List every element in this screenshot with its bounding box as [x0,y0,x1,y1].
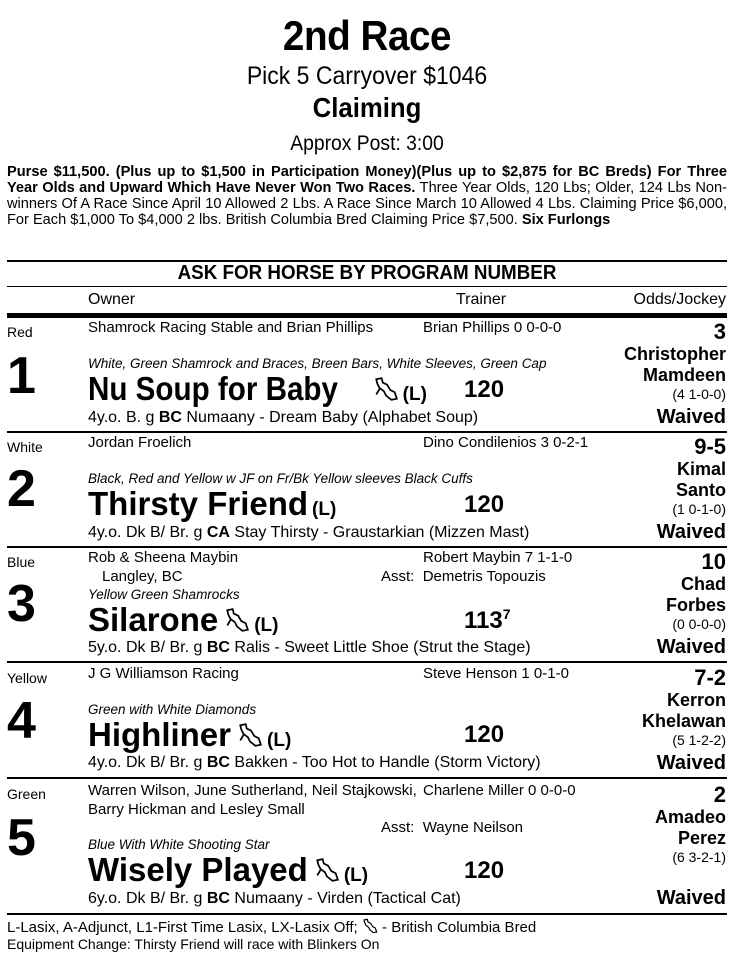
divider [7,286,727,287]
bc-map-icon [314,857,340,883]
weight: $113^7$ [464,606,511,634]
trainer: Robert Maybin 7 1-1-0 [423,549,573,566]
morning-line-odds: 10 [701,549,726,574]
saddle-color: Green [7,786,46,802]
horse-name-text: Nu Soup for Baby [88,370,338,407]
equipment-change: Equipment Change: Thirsty Friend will race with Blinkers On [7,936,380,952]
race-type: Claiming [312,92,422,123]
bc-map-icon [362,918,378,934]
conditions-purse: Purse $11,500. (Plus up to $1,500 in Participation Money)(Plus up to $2,875 for BC Breds) For Three Year Olds and Upward Which Have Never Won Two Races. [7,164,727,196]
weight: 120 [464,721,505,748]
assistant-trainer: Asst: Demetris Topouzis [381,568,546,585]
footer-divider [7,913,727,915]
horse-name [88,851,368,889]
race-conditions [7,164,727,228]
breeding: 4y.o. Dk B/ Br. g CA Stay Thirsty - Graustarkian (Mizzen Mast) [88,524,530,541]
silks: Green with White Diamonds [88,702,257,717]
breeding: 6y.o. Dk B/ Br. g BC Numaany - Virden (Tactical Cat) [88,890,461,907]
program-number: 3 [7,575,36,633]
program-number: 2 [7,460,36,518]
pick5-carryover: Pick 5 Carryover $1046 [246,62,488,90]
lasix-indicator: (L) [267,730,292,751]
silks: Blue With White Shooting Star [88,837,270,852]
morning-line-odds: 2 [713,782,726,807]
owner: J G Williamson Racing [88,665,239,682]
saddle-color: Blue [7,554,36,570]
trainer: Steve Henson 1 0-1-0 [423,665,569,682]
morning-line-odds: 3 [713,319,726,344]
weight: 120 [464,491,505,518]
trainer: Brian Phillips 0 0-0-0 [423,319,562,336]
claim-status: Waived [656,406,726,428]
lasix-indicator: (L) [343,865,369,886]
program-banner: ASK FOR HORSE BY PROGRAM NUMBER [177,262,557,284]
owner: Shamrock Racing Stable and Brian Phillips [88,319,374,336]
owner: Warren Wilson, June Sutherland, Neil Stajkowski, [88,782,417,799]
entry-1 [0,318,734,432]
trainer-column-header: Trainer [456,291,507,308]
bc-map-icon [224,607,250,633]
silks: Black, Red and Yellow w JF on Fr/Bk Yellow sleeves Black Cuffs [88,471,473,486]
saddle-color: Yellow [7,670,47,686]
entry-5 [0,779,734,913]
assistant-trainer: Asst: Wayne Neilson [381,819,524,836]
breeding: 5y.o. Dk B/ Br. g BC Ralis - Sweet Little Shoe (Strut the Stage) [88,639,531,656]
silks: White, Green Shamrock and Braces, Breen Bars, White Sleeves, Green Cap [88,356,547,371]
post-time: Approx Post: 3:00 [290,132,444,155]
claim-status: Waived [656,636,726,658]
jockey-record: (5 1-2-2) [672,732,726,748]
breeding: 4y.o. B. g BC Numaany - Dream Baby (Alphabet Soup) [88,409,479,426]
jockey-name: Christopher Mamdeen [623,344,726,385]
weight: 120 [464,376,505,403]
owner-location: Langley, BC [102,568,183,585]
conditions-distance: Six Furlongs [521,212,611,228]
horse-name [88,370,427,408]
jockey-record: (1 0-1-0) [672,501,726,517]
jockey-record: (4 1-0-0) [672,386,726,402]
owner: Jordan Froelich [88,434,192,451]
saddle-color: Red [7,324,33,340]
morning-line-odds: 7-2 [694,665,726,690]
horse-name-text: Wisely Played [88,851,308,888]
apprentice-allowance: 7 [502,606,511,622]
program-number: 5 [7,809,36,867]
horse-name [88,485,336,523]
owner-line-2: Barry Hickman and Lesley Small [88,801,305,818]
race-title: 2nd Race [282,12,452,59]
program-number: 1 [7,347,36,405]
program-number: 4 [7,692,36,750]
lasix-indicator: (L) [312,499,337,520]
horse-name [88,716,291,754]
weight: 120 [464,857,505,884]
jockey-name: Kimal Santo [675,459,726,500]
horse-name-text: Silarone [88,601,219,638]
odds-jockey-column-header: Odds/Jockey [633,291,726,308]
owner-column-header: Owner [88,291,136,308]
jockey-name: Amadeo Perez [654,807,726,848]
lasix-indicator: (L) [254,615,279,636]
conditions-weights: Three Year Olds, 120 Lbs; Older, 124 Lbs Non-winners Of A Race Since April 10 Allowed 2 Lbs. A Race Since March 10 Allowed 4 Lbs. Claiming Price $6,000, For Each $1,000 To $4,000 2 lbs. British Columbia Bred Claiming Price $7,500. [7,180,727,228]
saddle-color: White [7,439,43,455]
owner: Rob & Sheena Maybin [88,549,239,566]
legend: L-Lasix, A-Adjunct, L1-First Time Lasix, LX-Lasix Off; - British Columbia Bred [7,919,537,936]
claim-status: Waived [656,521,726,543]
bc-map-icon [373,376,399,402]
horse-name [88,601,278,639]
claim-status: Waived [656,752,726,774]
entry-3 [0,548,734,662]
horse-name-text: Highliner [88,716,232,753]
horse-name-text: Thirsty Friend [88,485,309,522]
claim-status: Waived [656,887,726,909]
silks: Yellow Green Shamrocks [88,587,240,602]
jockey-record: (6 3-2-1) [672,849,726,865]
trainer: Dino Condilenios 3 0-2-1 [423,434,589,451]
jockey-record: (0 0-0-0) [672,616,726,632]
bc-map-icon [237,722,263,748]
entry-2 [0,433,734,547]
jockey-name: Kerron Khelawan [641,690,726,731]
breeding: 4y.o. Dk B/ Br. g BC Bakken - Too Hot to Handle (Storm Victory) [88,754,541,771]
entry-4 [0,663,734,777]
morning-line-odds: 9-5 [694,434,726,459]
jockey-name: Chad Forbes [665,574,726,615]
trainer: Charlene Miller 0 0-0-0 [423,782,576,799]
lasix-indicator: (L) [402,384,427,405]
